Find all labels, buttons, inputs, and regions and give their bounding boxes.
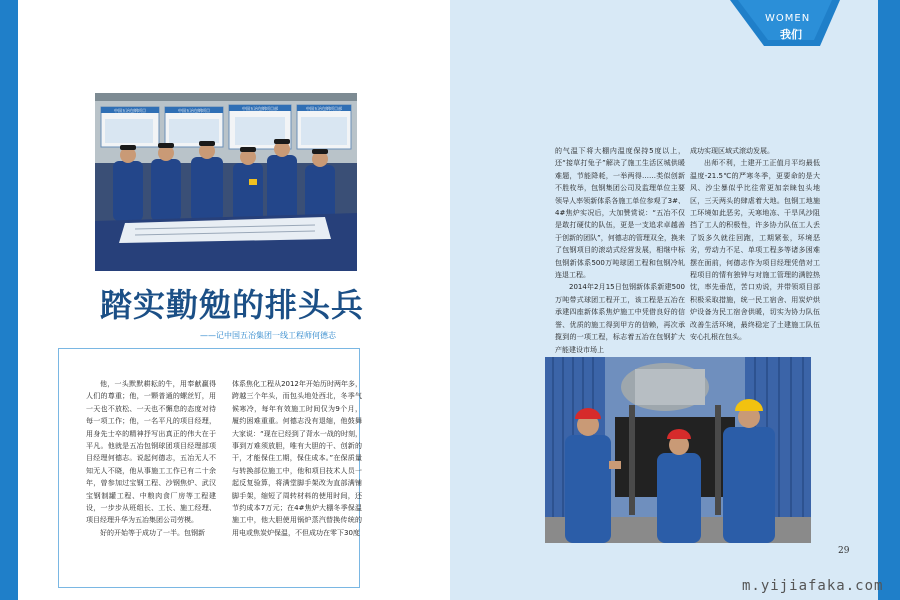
board-text-3: 中国五冶包钢项目部 [242,106,278,111]
text-column-2 [232,378,362,539]
team-photo-illustration [95,93,357,271]
watermark: m.yijiafaka.com [742,578,884,594]
team-photo [95,93,357,271]
site-photo-illustration [545,357,811,543]
left-color-strip [0,0,18,600]
text-column-3 [555,145,685,356]
board-text-2: 中国五冶包钢项目 [178,108,210,113]
paragraph: 2014年2月15日包钢新体系新建500万吨带式球团工程开工，该工程是五冶在承建四座新体系焦炉施工中凭借良好的信誉、优质的施工得到甲方的信赖，再次承揽到的一项工程，标志着五冶在包钢扩大产能建设市场上 [555,283,685,354]
text-column-1 [86,378,216,539]
board-text-1: 中国五冶包钢项目 [114,108,146,113]
article-subtitle: ——记中国五冶集团一线工程师何德志 [200,331,336,340]
section-badge-cn: 我们 [780,28,802,41]
page-number: 29 [838,546,850,556]
paragraph: 他，一头默默耕耘的牛，用奉献赢得人们的尊重；他，一颗普通的螺丝钉，用一天也不放松、一天也不懈怠的态度对待每一项工作；他，一名平凡的项目经理，用身先士卒的精神抒写出真正的伟大在于平凡。他就是五冶包钢球团项目经理部项目经理何德志。说起何德志，五冶无人不知无人不晓，他从事施工工作已有二十余年，曾参加过宝钢工程、沙钢焦炉、武汉宝钢制罐工程、中粮肉食厂房等工程建设，一步步从班组长、工长、施工经理、项目经理升华为五冶集团公司劳模。 [86,380,216,525]
text-column-4 [690,145,820,344]
paragraph: 的气温下将大棚内温度保持5度以上，还“接草打兔子”解决了施工生活区城供暖难题，节能降耗，一举两得……类似创新不胜枚举，包钢集团公司及监理单位主要领导人率领新体系各施工单位参观了3#、4#焦炉实况后，大加赞赏说：“五冶不仅是敢打硬仗的队伍，更是一支追求卓越善于创新的团队”，何德志的管理双全，换来了包钢项目的滚动式经营发展，相继中标包钢新体系500万吨球团工程和包钢冷轧连退工程。 [555,147,685,280]
site-photo [545,357,811,543]
paragraph: 体系焦化工程从2012年开始历时两年多，跨越三个年头，而包头地处西北，冬季气候寒冷，每年有效施工时间仅为9个月，履约困难重重。何德志没有退缩，他鼓舞大家说：“现在已经到了背水一战的时刻，事到万难须放胆，唯有大胆的干、创新的干，才能保住工期，保住成本。”在保质量与转换部位施工中，他和项目技术人员一起反复验算，将满堂脚手架改为直部满铺脚手架，缩短了周转材料的使用时间，还节约成本7万元；在4#焦炉大棚冬季保温施工中，他大胆使用锅炉蒸汽替换传统的用电或焦炭炉保温，不但成功在零下30度 [232,380,362,537]
section-badge-en: WOMEN [765,13,811,24]
paragraph: 成功实现区域式滚动发展。 [690,147,774,155]
board-text-4: 中国五冶包钢项目部 [306,106,342,111]
paragraph: 出师不利，土建开工正值月平均最低温度-21.5℃的严寒冬季，更要命的是大风、沙尘暴似乎比往常更加亲睐包头地区，三天两头的肆虐着大地。包钢工地施工环境如此恶劣，天寒地冻、干旱风沙阻挡了工人的积极性，许多协力队伍工人丢了饭多久就往回跑，工期紧张，环境恶劣，劳动力不足、单项工程多等诸多困难摆在面前，何德志作为项目经理凭借对工程项目的情有独钟与对施工管理的满腔热忱，率先垂范，苦口劝说，并带领项目部积极采取措施，统一民工宿舍、用炭炉烘炉设备为民工宿舍供暖，切实为协力队伍改善生活环境，最终稳定了土建施工队伍安心扎根在包头。 [690,159,820,342]
right-color-strip [878,0,900,600]
article-title: 踏实勤勉的排头兵 [100,286,365,324]
paragraph: 好的开始等于成功了一半。包钢新 [100,528,205,537]
